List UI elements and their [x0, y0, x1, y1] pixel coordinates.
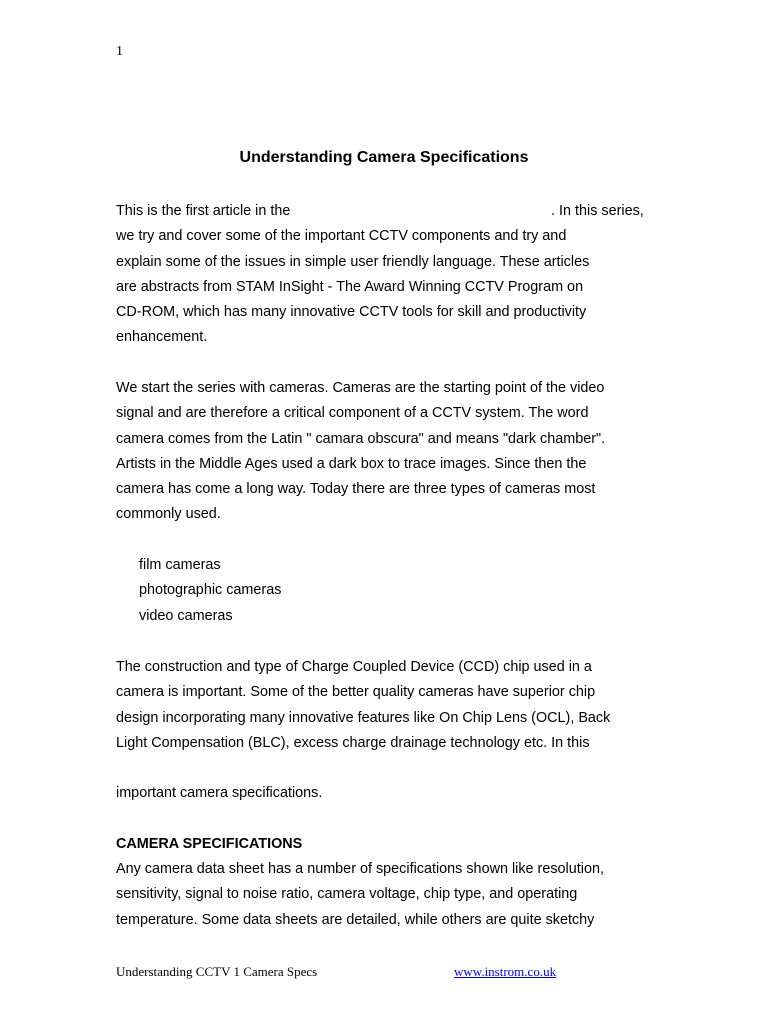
camera-types-list — [139, 553, 539, 629]
intro-line: we try and cover some of the important CCTV components and try and — [116, 228, 567, 245]
cameras-line: commonly used. — [116, 506, 221, 523]
intro-line: explain some of the issues in simple user friendly language. These articles — [116, 253, 590, 270]
intro-line-1-left: This is the first article in the — [116, 203, 291, 219]
cameras-line: signal and are therefore a critical component of a CCTV system. The word — [116, 405, 589, 422]
list-item: photographic cameras — [139, 582, 282, 599]
ccd-trailing-line: important camera specifications. — [116, 785, 323, 801]
ccd-line: design incorporating many innovative features like On Chip Lens (OCL), Back — [116, 709, 611, 726]
document-title: Understanding Camera Specifications — [239, 149, 529, 166]
cameras-line: camera has come a long way. Today there are three types of cameras most — [116, 481, 596, 498]
intro-line: are abstracts from STAM InSight - The Award Winning CCTV Program on — [116, 278, 584, 295]
footer-title: Understanding CCTV 1 Camera Specs — [116, 964, 318, 979]
ccd-line: Light Compensation (BLC), excess charge drainage technology etc. In this — [116, 734, 590, 751]
footer-website-link[interactable]: www.instrom.co.uk — [454, 964, 557, 979]
specs-line: Any camera data sheet has a number of specifications shown like resolution, — [116, 861, 604, 877]
cameras-line: Artists in the Middle Ages used a dark box to trace images. Since then the — [116, 455, 587, 472]
intro-line-1 — [116, 199, 656, 224]
specs-paragraph — [116, 857, 656, 933]
ccd-line: camera is important. Some of the better quality cameras have superior chip — [116, 684, 596, 701]
intro-paragraph — [116, 199, 656, 351]
cameras-line: We start the series with cameras. Cameras are the starting point of the video — [116, 380, 605, 396]
section-heading-camera-specifications: CAMERA SPECIFICATIONS — [116, 836, 303, 852]
page-number: 1 — [116, 44, 123, 59]
intro-line: CD-ROM, which has many innovative CCTV tools for skill and productivity — [116, 304, 587, 321]
cameras-paragraph — [116, 376, 656, 528]
list-item: film cameras — [139, 557, 221, 573]
ccd-paragraph — [116, 655, 656, 756]
list-item: video cameras — [139, 607, 233, 624]
intro-line: enhancement. — [116, 329, 208, 346]
specs-line: temperature. Some data sheets are detailed, while others are quite sketchy — [116, 911, 595, 928]
cameras-line: camera comes from the Latin " camara obscura" and means "dark chamber". — [116, 430, 606, 447]
ccd-line: The construction and type of Charge Coupled Device (CCD) chip used in a — [116, 659, 592, 675]
specs-line: sensitivity, signal to noise ratio, camera voltage, chip type, and operating — [116, 886, 578, 903]
intro-line-1-right: . In this series, — [551, 203, 644, 219]
